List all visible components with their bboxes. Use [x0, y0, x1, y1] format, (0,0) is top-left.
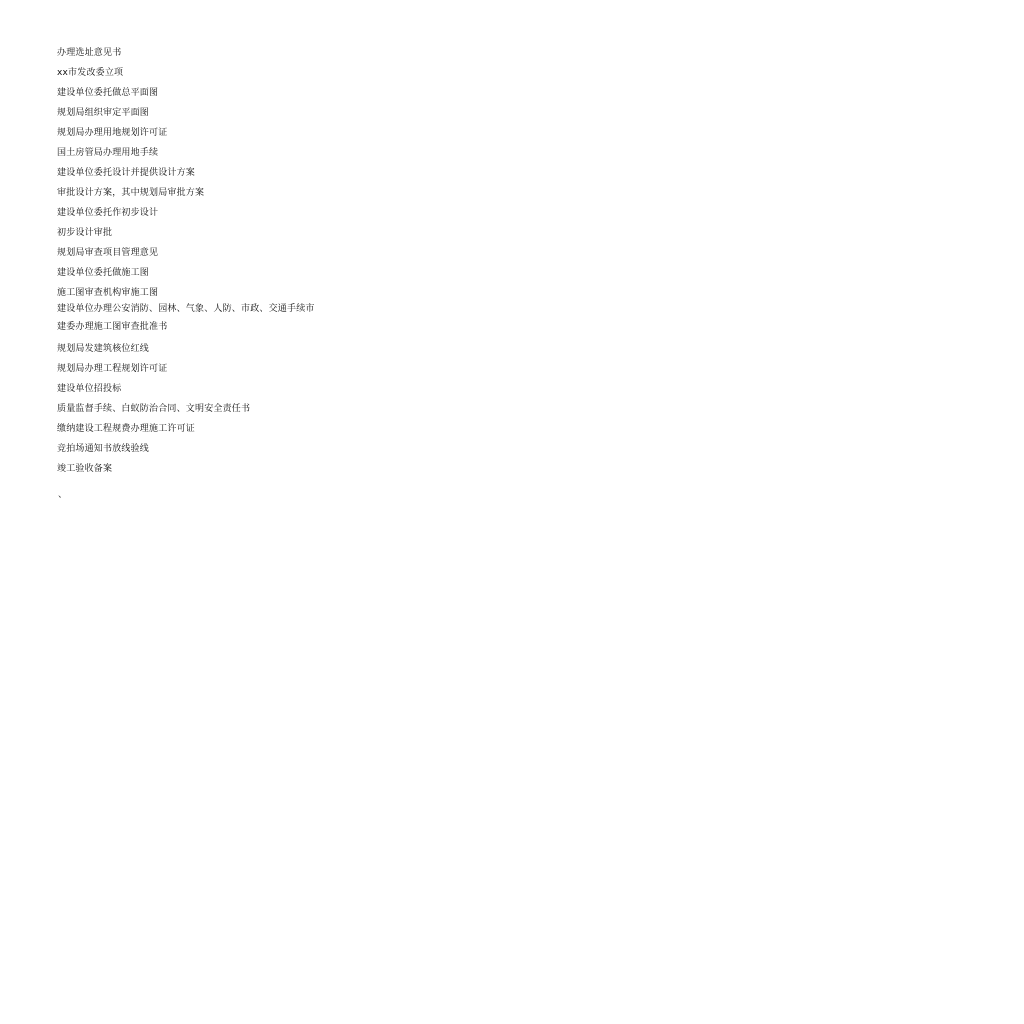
step-22: 竣工验收备案: [57, 464, 113, 474]
step-9: 建设单位委托作初步设计: [57, 208, 159, 218]
step-18: 建设单位招投标: [57, 384, 122, 394]
step-19: 质量监督手续、白蚁防治合同、文明安全责任书: [57, 404, 251, 414]
step-12: 建设单位委托做施工图: [57, 268, 150, 278]
step-11: 规划局审查项目管理意见: [57, 248, 159, 258]
step-4: 规划局组织审定平面图: [57, 108, 150, 118]
trailing-mark: 、: [58, 490, 68, 500]
step-14: 建设单位办理公安消防、园林、气象、人防、市政、交通手续市: [57, 304, 315, 314]
step-16: 规划局发建筑核位红线: [57, 344, 150, 354]
step-17: 规划局办理工程规划许可证: [57, 364, 168, 374]
step-3: 建设单位委托做总平面图: [57, 88, 159, 98]
step-15: 建委办理施工图审查批准书: [57, 322, 168, 332]
step-6: 国土房管局办理用地手续: [57, 148, 159, 158]
step-5: 规划局办理用地规划许可证: [57, 128, 168, 138]
step-20: 缴纳建设工程规费办理施工许可证: [57, 424, 196, 434]
step-8: 审批设计方案，其中规划局审批方案: [57, 188, 205, 198]
step-2: xx市发改委立项: [57, 68, 124, 78]
step-21: 竞拍场通知书放线验线: [57, 444, 150, 454]
step-13: 施工图审查机构审施工图: [57, 288, 159, 298]
step-1: 办理选址意见书: [57, 48, 122, 58]
step-10: 初步设计审批: [57, 228, 113, 238]
step-7: 建设单位委托设计并提供设计方案: [57, 168, 196, 178]
